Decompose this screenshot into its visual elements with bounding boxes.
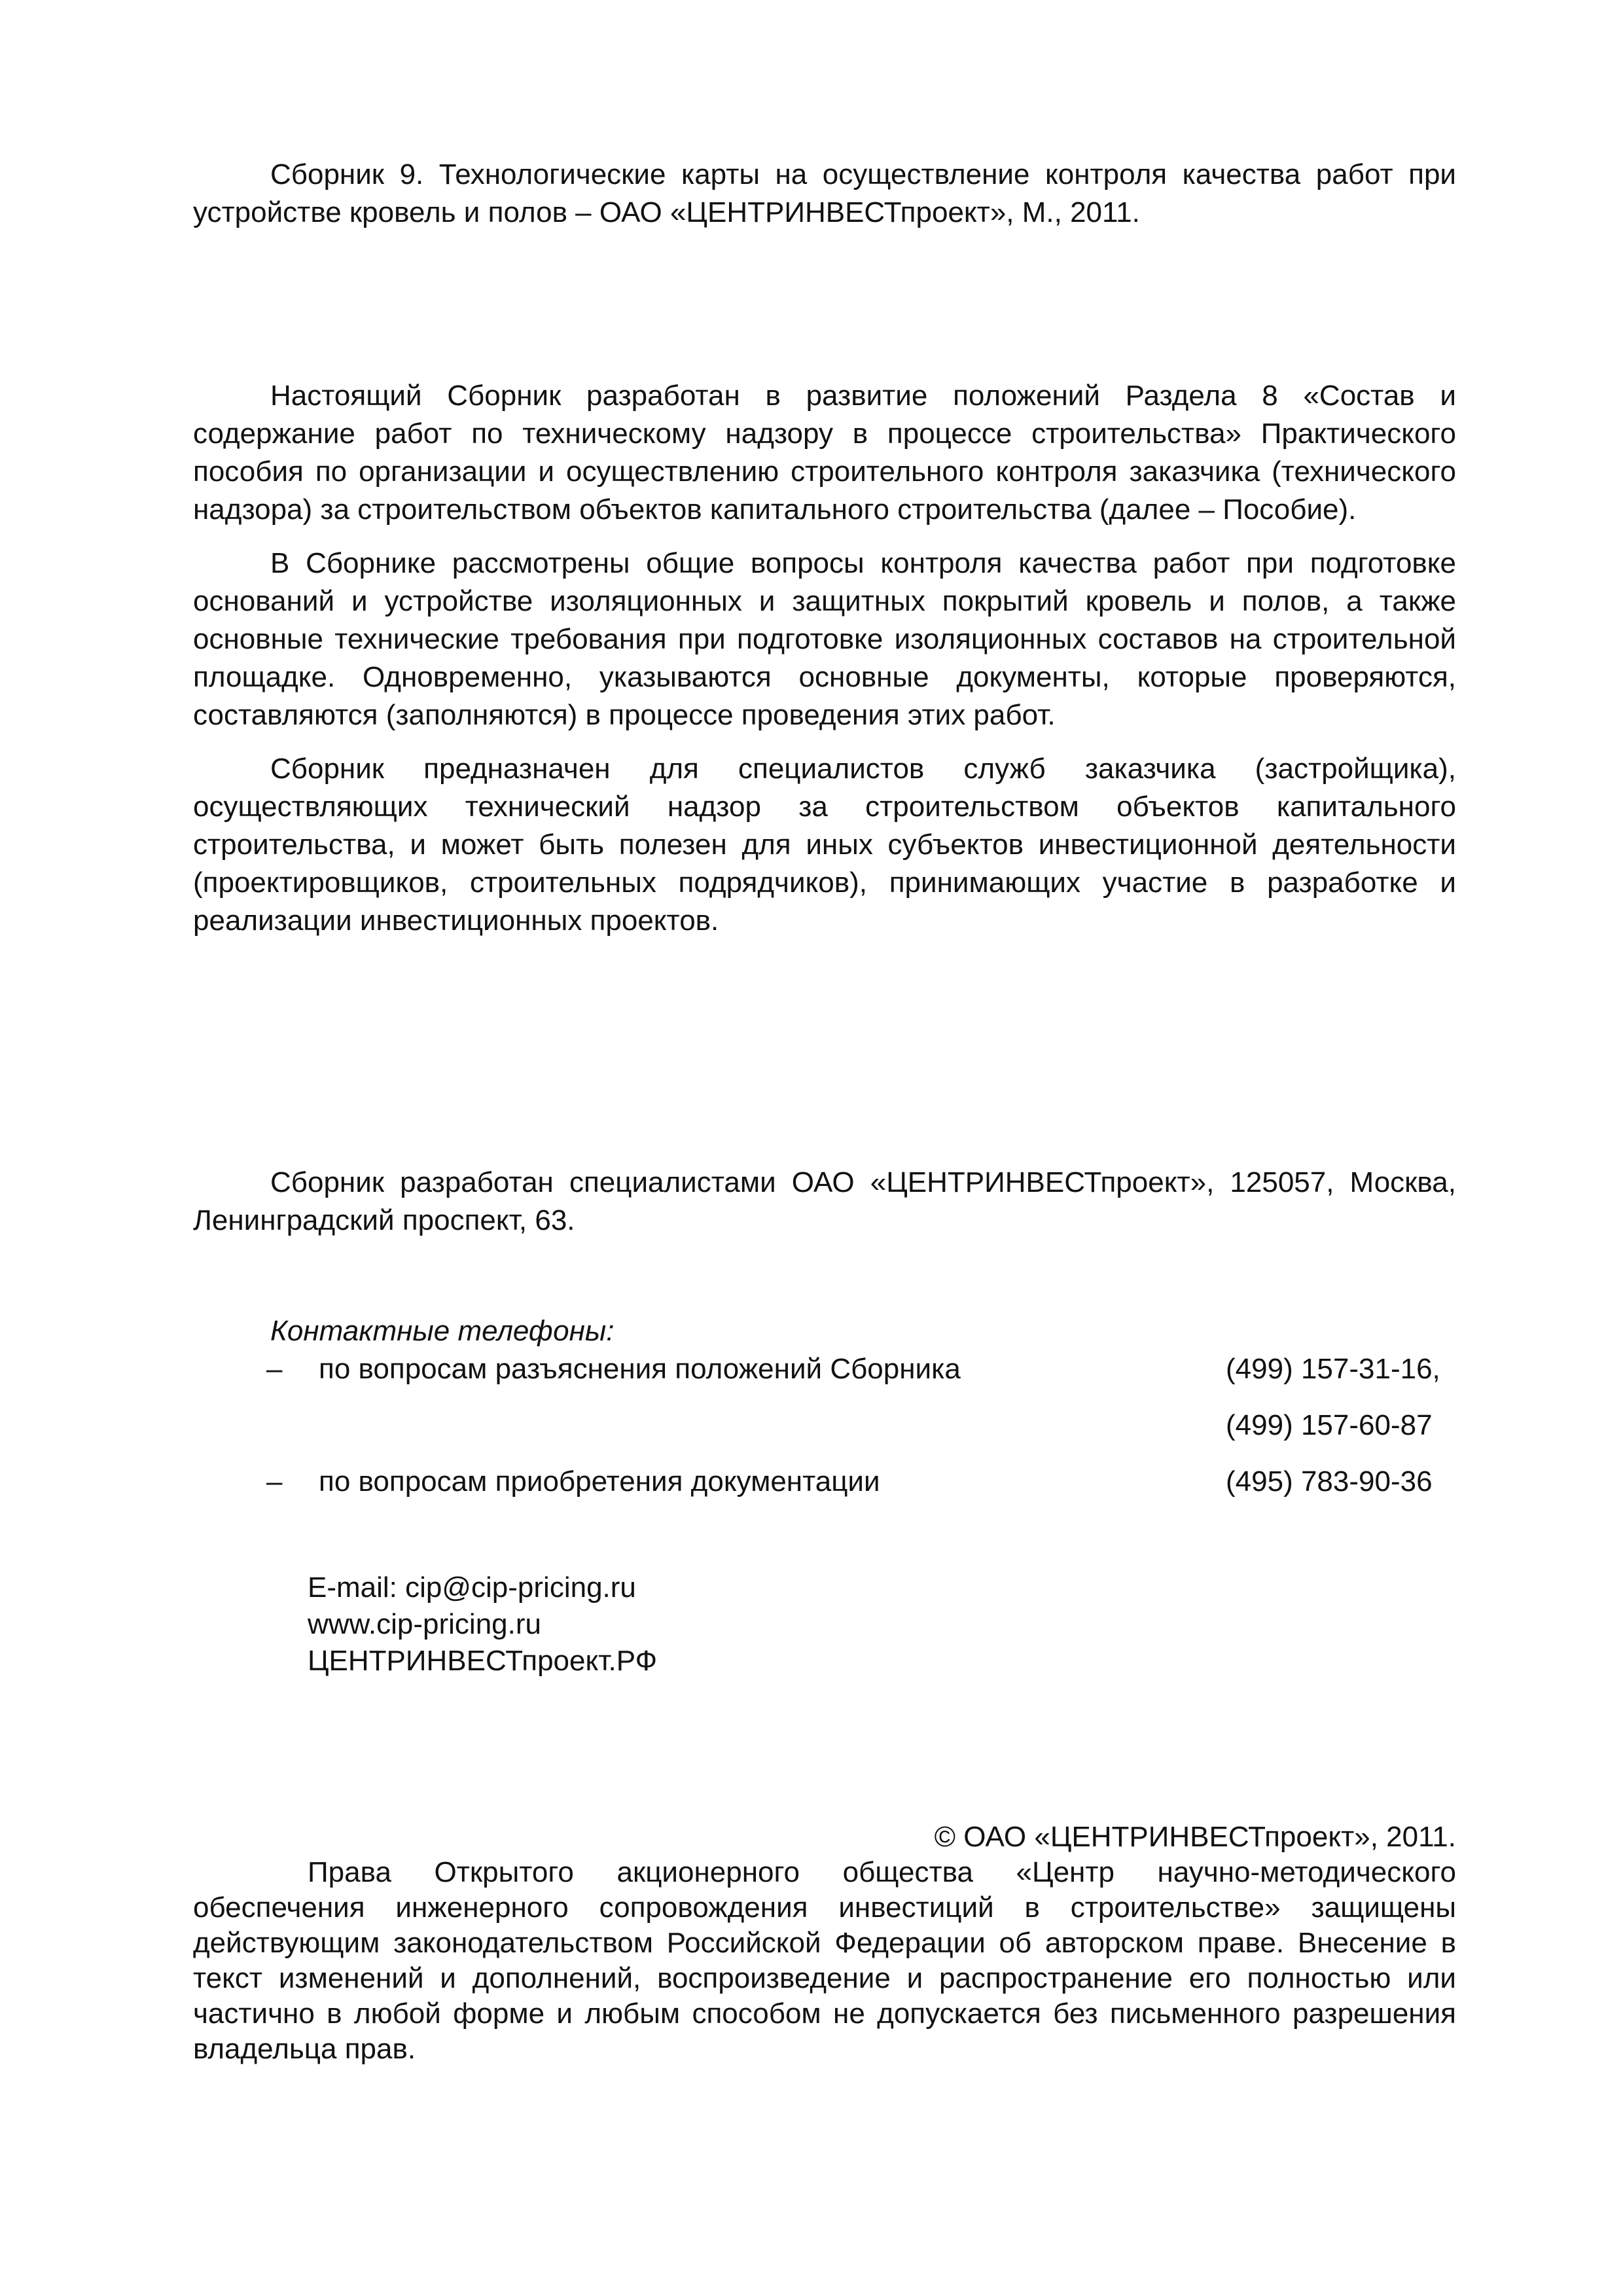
website-link[interactable]: www.cip-pricing.ru [308,1608,541,1640]
rights-statement: Права Открытого акционерного общества «Центр научно-методического обеспечения инженерного сопровождения инвестиций в строительстве» защищены действующим законодательством Российской Федерации об авторском праве. Внесение в текст изменений и дополнений, воспроизведение и распространение его полностью или частично в любой форме и любым способом не допускается без письменного разрешения владельца прав. [193,1856,1456,2065]
contact-phone: (499) 157-60-87 [1226,1409,1433,1441]
intro-paragraph: Сборник предназначен для специалистов служб заказчика (застройщика), осуществляющих технический надзор за строительством объектов капитального строительства, и может быть полезен для иных субъектов инвестиционной деятельности (проектировщиков, строительных подрядчиков), принимающих участие в разработке и реализации инвестиционных проектов. [193,753,1456,937]
contact-row [193,1407,1456,1463]
email-link[interactable]: E-mail: cip@cip-pricing.ru [308,1571,636,1604]
links-section [308,1570,657,1679]
rf-domain-link[interactable]: ЦЕНТРИНВЕСТпроект.РФ [308,1645,658,1677]
intro-paragraph: Настоящий Сборник разработан в развитие положений Раздела 8 «Состав и содержание работ по техническому надзору в процессе строительства» Практического пособия по организации и осуществлению строительного контроля заказчика (технического надзора) за строительством объектов капитального строительства (далее – Пособие). [193,380,1456,526]
developer-section [193,1164,1456,1240]
collection-header [193,156,1456,232]
contact-label: по вопросам разъяснения положений Сборника [319,1353,961,1385]
contact-dash: – [266,1465,283,1498]
contacts-title: Контактные телефоны: [270,1315,615,1347]
contact-dash: – [266,1353,283,1385]
collection-title: Сборник 9. Технологические карты на осуществление контроля качества работ при устройстве кровель и полов – ОАО «ЦЕНТРИНВЕСТпроект», М., 2011. [193,158,1456,228]
copyright-section [193,1820,1456,2067]
introduction-section [193,377,1456,940]
copyright-notice: © ОАО «ЦЕНТРИНВЕСТпроект», 2011. [934,1821,1456,1853]
contacts-section [193,1312,1456,1519]
contact-label: по вопросам приобретения документации [319,1465,880,1498]
intro-paragraph: В Сборнике рассмотрены общие вопросы контроля качества работ при подготовке оснований и устройстве изоляционных и защитных покрытий кровель и полов, а также основные технические требования при подготовке изоляционных составов на строительной площадке. Одновременно, указываются основные документы, которые проверяются, составляются (заполняются) в процессе проведения этих работ. [193,547,1456,731]
developer-text: Сборник разработан специалистами ОАО «ЦЕНТРИНВЕСТпроект», 125057, Москва, Ленинградский проспект, 63. [193,1166,1456,1236]
contact-row [193,1463,1456,1519]
contact-phone: (499) 157-31-16, [1226,1353,1440,1385]
contact-row [193,1350,1456,1407]
contact-phone: (495) 783-90-36 [1226,1465,1433,1498]
